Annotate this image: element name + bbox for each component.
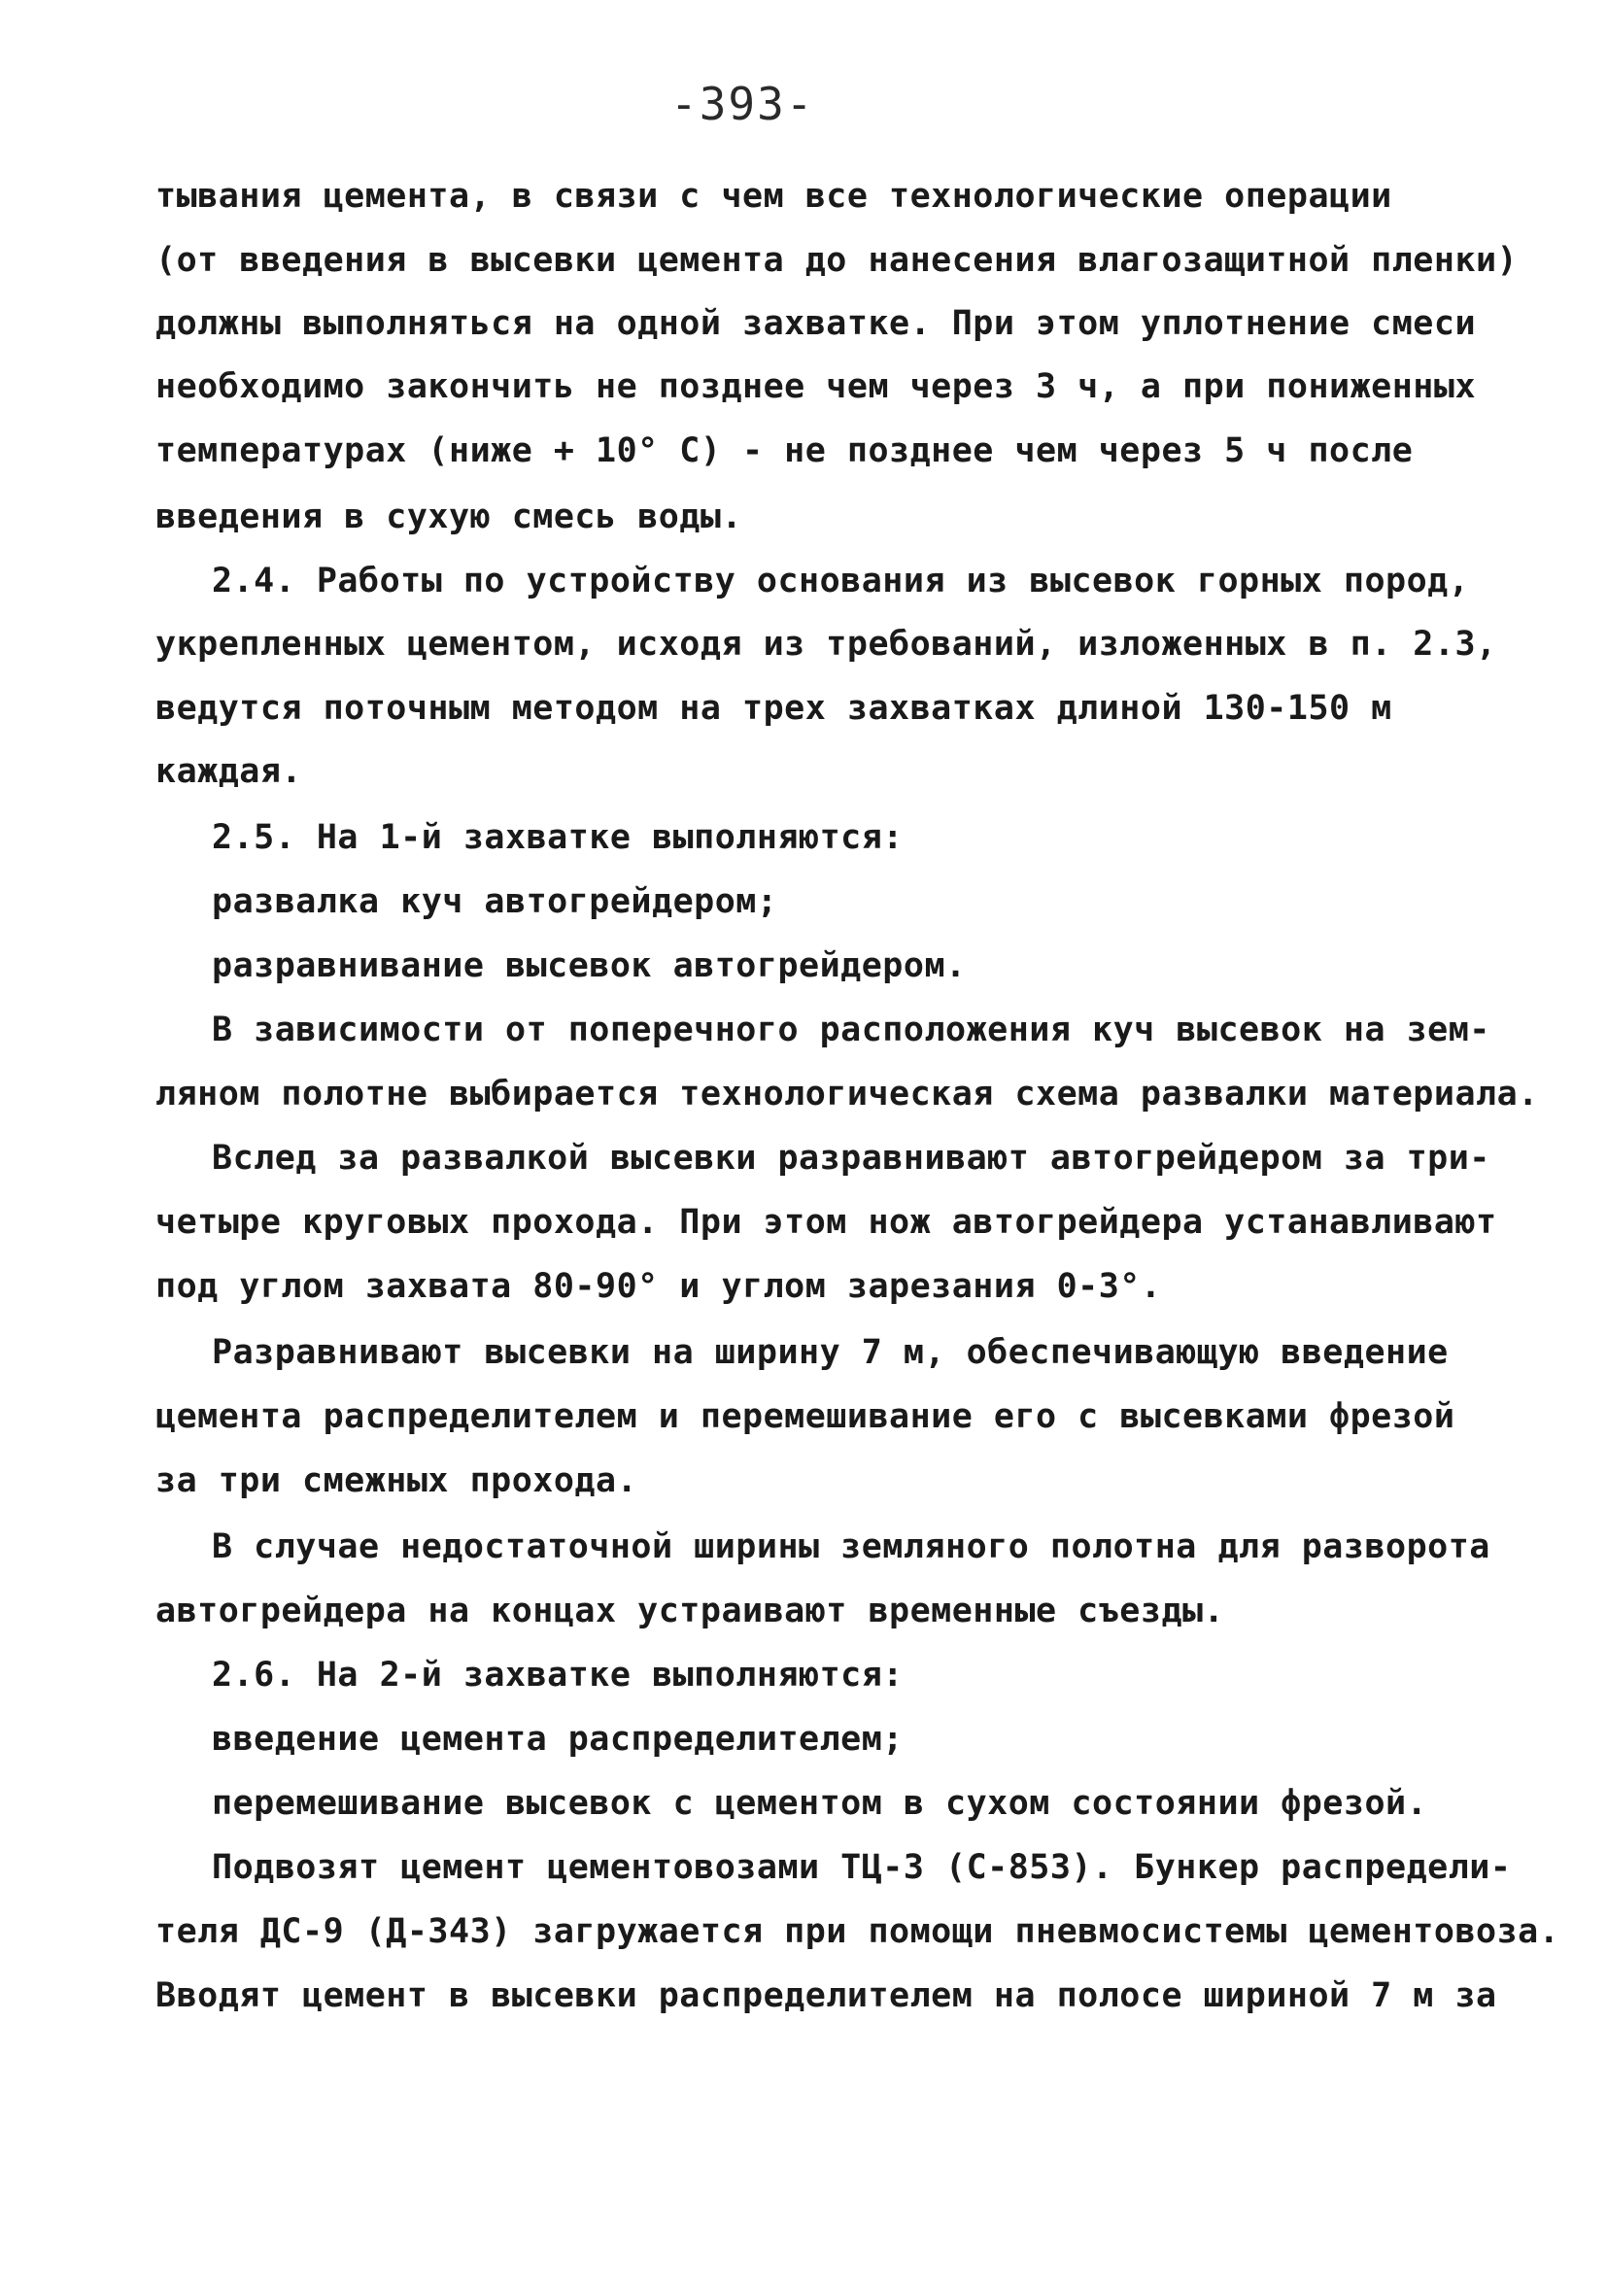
text-line: перемешивание высевок с цементом в сухом состоянии фрезой.: [212, 1784, 1428, 1823]
text-line: температурах (ниже + 10° С) - не позднее чем через 5 ч после: [155, 431, 1414, 470]
text-line: (от введения в высевки цемента до нанесения влагозащитной пленки): [155, 241, 1519, 280]
page-number: -393-: [670, 78, 815, 130]
text-line: введение цемента распределителем;: [212, 1720, 904, 1759]
text-line: ляном полотне выбирается технологическая схема развалки материала.: [155, 1075, 1539, 1114]
text-line: тывания цемента, в связи с чем все технологические операции: [155, 177, 1392, 216]
text-line: цемента распределителем и перемешивание его с высевками фрезой: [155, 1397, 1455, 1436]
text-line: развалка куч автогрейдером;: [212, 882, 778, 921]
text-line: Вслед за развалкой высевки разравнивают автогрейдером за три-: [212, 1139, 1490, 1178]
text-line: автогрейдера на концах устраивают временные съезды.: [155, 1592, 1225, 1630]
text-line: Вводят цемент в высевки распределителем на полосе шириной 7 м за: [155, 1976, 1497, 2015]
text-line: должны выполняться на одной захватке. При этом уплотнение смеси: [155, 304, 1477, 343]
text-line: за три смежных прохода.: [155, 1461, 638, 1500]
text-line: В зависимости от поперечного расположения куч высевок на зем-: [212, 1011, 1490, 1049]
text-line: четыре круговых прохода. При этом нож автогрейдера устанавливают: [155, 1203, 1497, 1242]
text-line: В случае недостаточной ширины земляного полотна для разворота: [212, 1527, 1490, 1566]
text-line: 2.6. На 2-й захватке выполняются:: [212, 1656, 904, 1695]
text-line: разравнивание высевок автогрейдером.: [212, 946, 967, 985]
text-line: введения в сухую смесь воды.: [155, 497, 743, 536]
text-line: необходимо закончить не позднее чем через 3 ч, а при пониженных: [155, 367, 1477, 406]
text-line: теля ДС-9 (Д-343) загружается при помощи пневмосистемы цементовоза.: [155, 1912, 1560, 1951]
text-line: под углом захвата 80-90° и углом зарезания 0-3°.: [155, 1267, 1162, 1306]
text-line: Подвозят цемент цементовозами ТЦ-3 (С-853). Бункер распредели-: [212, 1848, 1512, 1887]
text-line: каждая.: [155, 752, 303, 791]
text-line: укрепленных цементом, исходя из требований, изложенных в п. 2.3,: [155, 625, 1497, 664]
text-line: 2.4. Работы по устройству основания из высевок горных пород,: [212, 562, 1470, 600]
text-line: 2.5. На 1-й захватке выполняются:: [212, 818, 904, 857]
text-line: ведутся поточным методом на трех захватках длиной 130-150 м: [155, 689, 1392, 728]
text-line: Разравнивают высевки на ширину 7 м, обеспечивающую введение: [212, 1333, 1449, 1372]
